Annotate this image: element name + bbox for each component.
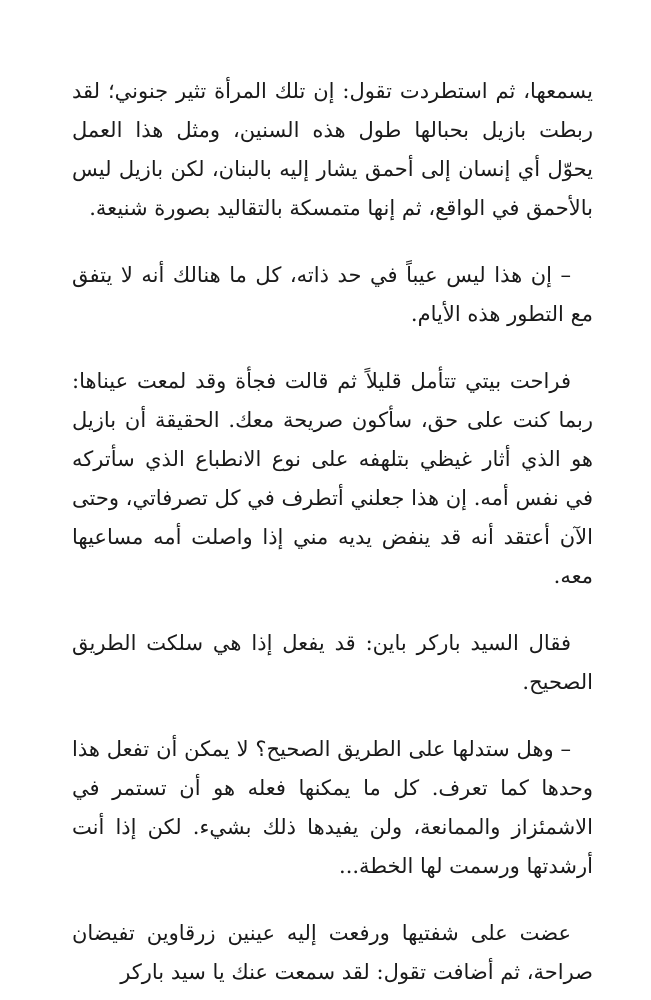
paragraph-4: فقال السيد باركر باين: قد يفعل إذا هي سلكت الطريق الصحيح.	[72, 631, 593, 694]
paragraph-5: – وهل ستدلها على الطريق الصحيح؟ لا يمكن أن تفعل هذا وحدها كما تعرف. كل ما يمكنها فعله هو أن تستمر في الاشمئزاز والممانعة، ولن يفيدها ذلك بشيء. لكن إذا أنت أرشدتها ورسمت لها الخطة...	[72, 737, 593, 878]
paragraph-6: عضت على شفتيها ورفعت إليه عينين زرقاوين تفيضان صراحة، ثم أضافت تقول: لقد سمعت عنك يا سيد باركر	[72, 921, 593, 984]
paragraph-3: فراحت بيتي تتأمل قليلاً ثم قالت فجأة وقد لمعت عيناها: ربما كنت على حق، سأكون صريحة معك. الحقيقة أن بازيل هو الذي أثار غيظي بتلهفه على نوع الانطباع الذي سأتركه في نفس أمه. إن هذا جعلني أتطرف في كل تصرفاتي، وحتى الآن أعتقد أنه قد ينفض يديه مني إذا واصلت أمه مساعيها معه.	[72, 369, 593, 588]
paragraph-1: يسمعها، ثم استطردت تقول: إن تلك المرأة تثير جنوني؛ لقد ربطت بازيل بحبالها طول هذه السنين، ومثل هذا العمل يحوّل أي إنسان إلى أحمق يشار إليه بالبنان، لكن بازيل ليس بالأحمق في الواقع، ثم إنها متمسكة بالتقاليد بصورة شنيعة.	[72, 79, 593, 220]
paragraph-2: – إن هذا ليس عيباً في حد ذاته، كل ما هنالك أنه لا يتفق مع التطور هذه الأيام.	[72, 263, 593, 326]
